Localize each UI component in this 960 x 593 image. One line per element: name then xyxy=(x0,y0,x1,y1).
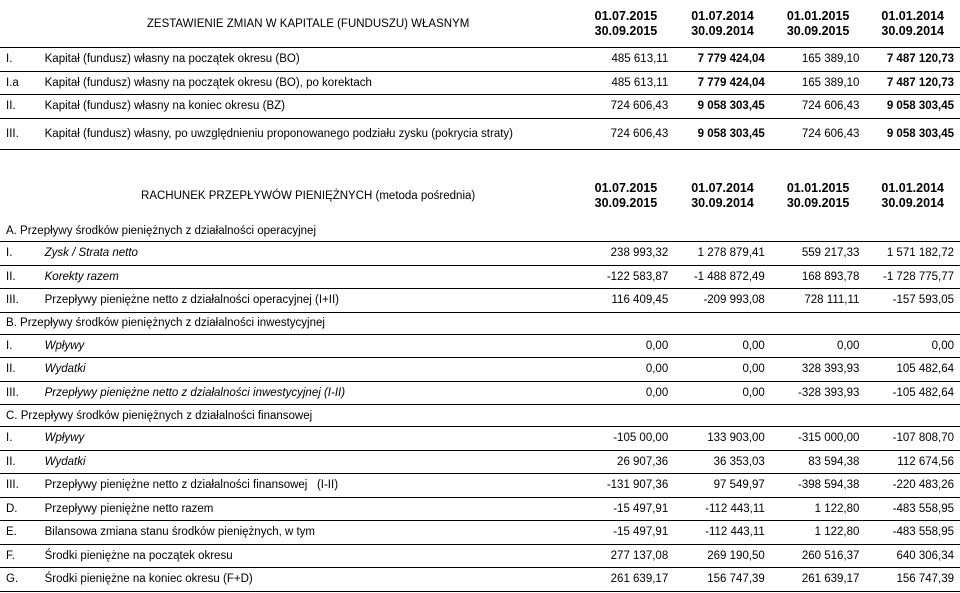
section-a-heading: A. Przepływy środków pieniężnych z działalności operacyjnej xyxy=(0,220,960,242)
cashflow-date-col-3: 01.01.2015 30.09.2015 xyxy=(786,181,850,210)
table-row: E. Bilansowa zmiana stanu środków pieniężnych, w tym -15 497,91 -112 443,11 1 122,80 -483 558,95 xyxy=(0,521,960,545)
section-c-heading: C. Przepływy środków pieniężnych z działalności finansowej xyxy=(0,405,960,427)
equity-date-col-3: 01.01.2015 30.09.2015 xyxy=(786,8,850,38)
table-row: D. Przepływy pieniężne netto razem -15 497,91 -112 443,11 1 122,80 -483 558,95 xyxy=(0,497,960,521)
section-b-heading: B. Przepływy środków pieniężnych z działalności inwestycyjnej xyxy=(0,312,960,334)
cashflow-table xyxy=(0,172,960,592)
table-row: II. Wydatki 26 907,36 36 353,03 83 594,38 112 674,56 xyxy=(0,450,960,474)
equity-row: II. Kapitał (fundusz) własny na koniec okresu (BZ) 724 606,43 9 058 303,45 724 606,43 9 058 303,45 xyxy=(0,95,960,119)
cashflow-title: RACHUNEK PRZEPŁYWÓW PIENIĘŻNYCH (metoda pośrednia) xyxy=(141,190,476,202)
equity-header-row xyxy=(0,0,960,48)
table-row: F. Środki pieniężne na początek okresu 277 137,08 269 190,50 260 516,37 640 306,34 xyxy=(0,544,960,568)
equity-date-col-1: 01.07.2015 30.09.2015 xyxy=(594,8,658,38)
cashflow-date-col-2: 01.07.2014 30.09.2014 xyxy=(691,181,754,210)
table-row: I. Wpływy 0,00 0,00 0,00 0,00 xyxy=(0,334,960,358)
table-row: I. Wpływy -105 00,00 133 903,00 -315 000,00 -107 808,70 xyxy=(0,427,960,451)
equity-title: ZESTAWIENIE ZMIAN W KAPITALE (FUNDUSZU) WŁASNYM xyxy=(146,17,470,30)
equity-row: I. Kapitał (fundusz) własny na początek okresu (BO) 485 613,11 7 779 424,04 165 389,10 7 487 120,73 xyxy=(0,48,960,72)
table-row: III. Przepływy pieniężne netto z działalności inwestycyjnej (I-II) 0,00 0,00 -328 393,93 -105 482,64 xyxy=(0,381,960,405)
cashflow-date-col-1: 01.07.2015 30.09.2015 xyxy=(594,181,658,210)
cashflow-header-row xyxy=(0,172,960,220)
table-row: II. Korekty razem -122 583,87 -1 488 872,49 168 893,78 -1 728 775,77 xyxy=(0,265,960,289)
equity-date-col-4: 01.01.2014 30.09.2014 xyxy=(881,8,944,38)
equity-row: I.a Kapitał (fundusz) własny na początek okresu (BO), po korektach 485 613,11 7 779 424,04 165 389,10 7 487 120,73 xyxy=(0,71,960,95)
equity-date-col-2: 01.07.2014 30.09.2014 xyxy=(691,8,754,38)
table-row: I. Zysk / Strata netto 238 993,32 1 278 879,41 559 217,33 1 571 182,72 xyxy=(0,242,960,266)
table-row: II. Wydatki 0,00 0,00 328 393,93 105 482,64 xyxy=(0,358,960,382)
cashflow-date-col-4: 01.01.2014 30.09.2014 xyxy=(881,181,944,210)
equity-row: III. Kapitał (fundusz) własny, po uwzględnieniu proponowanego podziału zysku (pokrycia straty) 724 606,43 9 058 303,45 724 606,43 9 058 303,45 xyxy=(0,118,960,149)
table-row: G. Środki pieniężne na koniec okresu (F+D) 261 639,17 156 747,39 261 639,17 156 747,39 xyxy=(0,568,960,592)
equity-changes-table xyxy=(0,0,960,150)
table-row: III. Przepływy pieniężne netto z działalności finansowej (I-II) -131 907,36 97 549,97 -398 594,38 -220 483,26 xyxy=(0,474,960,498)
table-row: III. Przepływy pieniężne netto z działalności operacyjnej (I+II) 116 409,45 -209 993,08 728 111,11 -157 593,05 xyxy=(0,289,960,313)
